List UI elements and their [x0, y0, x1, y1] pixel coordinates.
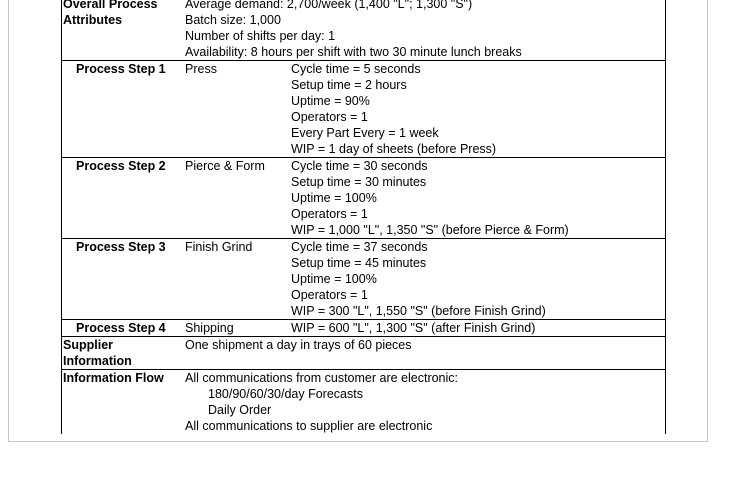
step-attribute: WIP = 1,000 "L", 1,350 "S" (before Pierce & Form) — [291, 223, 569, 237]
info-flow-line: All communications to supplier are electronic — [185, 419, 433, 433]
step-attribute: Setup time = 45 minutes — [291, 256, 427, 270]
step-attribute: WIP = 600 "L", 1,300 "S" (after Finish Grind) — [291, 321, 536, 335]
step-attribute: Uptime = 100% — [291, 272, 377, 286]
process-step-label: Process Step 3 — [76, 240, 166, 254]
step-attribute: Setup time = 2 hours — [291, 78, 407, 92]
overall-process-row — [62, 0, 665, 61]
process-step-3-row — [62, 239, 665, 320]
supplier-text: One shipment a day in trays of 60 pieces — [185, 338, 412, 352]
supplier-label-line1: Supplier — [63, 338, 114, 352]
overall-line: Number of shifts per day: 1 — [185, 29, 336, 43]
information-flow-row — [62, 370, 665, 434]
overall-line: Average demand: 2,700/week (1,400 "L"; 1,300 "S") — [185, 0, 473, 11]
process-step-1-row — [62, 61, 665, 158]
info-flow-line: All communications from customer are electronic: — [185, 371, 459, 385]
step-attribute: Uptime = 90% — [291, 94, 370, 108]
process-step-label: Process Step 2 — [76, 159, 166, 173]
process-attributes-table — [61, 0, 666, 434]
overall-line: Batch size: 1,000 — [185, 13, 281, 27]
overall-line: Availability: 8 hours per shift with two 30 minute lunch breaks — [185, 45, 522, 59]
step-attribute: Operators = 1 — [291, 110, 368, 124]
process-step-name: Finish Grind — [185, 240, 253, 254]
info-flow-line: 180/90/60/30/day Forecasts — [208, 387, 363, 401]
supplier-information-row — [62, 337, 665, 370]
process-step-label: Process Step 4 — [76, 321, 166, 335]
step-attribute: Operators = 1 — [291, 207, 368, 221]
overall-process-label — [63, 0, 158, 28]
process-step-2-row — [62, 158, 665, 239]
document-viewport[interactable] — [8, 0, 708, 442]
step-attribute: WIP = 300 "L", 1,550 "S" (before Finish Grind) — [291, 304, 546, 318]
info-flow-line: Daily Order — [208, 403, 272, 417]
process-step-name: Pierce & Form — [185, 159, 265, 173]
process-step-name: Shipping — [185, 321, 234, 335]
step-attribute: Uptime = 100% — [291, 191, 377, 205]
step-attribute: Cycle time = 5 seconds — [291, 62, 421, 76]
supplier-information-label — [63, 337, 132, 369]
step-attribute: WIP = 1 day of sheets (before Press) — [291, 142, 497, 156]
process-step-label: Process Step 1 — [76, 62, 166, 76]
information-flow-label: Information Flow — [63, 371, 164, 385]
process-step-name: Press — [185, 62, 217, 76]
step-attribute: Cycle time = 37 seconds — [291, 240, 428, 254]
step-attribute: Every Part Every = 1 week — [291, 126, 439, 140]
supplier-label-line2: Information — [63, 354, 132, 368]
step-attribute: Operators = 1 — [291, 288, 368, 302]
overall-label-line1: Overall Process — [63, 0, 158, 11]
step-attribute: Setup time = 30 minutes — [291, 175, 427, 189]
step-attribute: Cycle time = 30 seconds — [291, 159, 428, 173]
process-step-4-row — [62, 320, 665, 337]
overall-label-line2: Attributes — [63, 13, 123, 27]
